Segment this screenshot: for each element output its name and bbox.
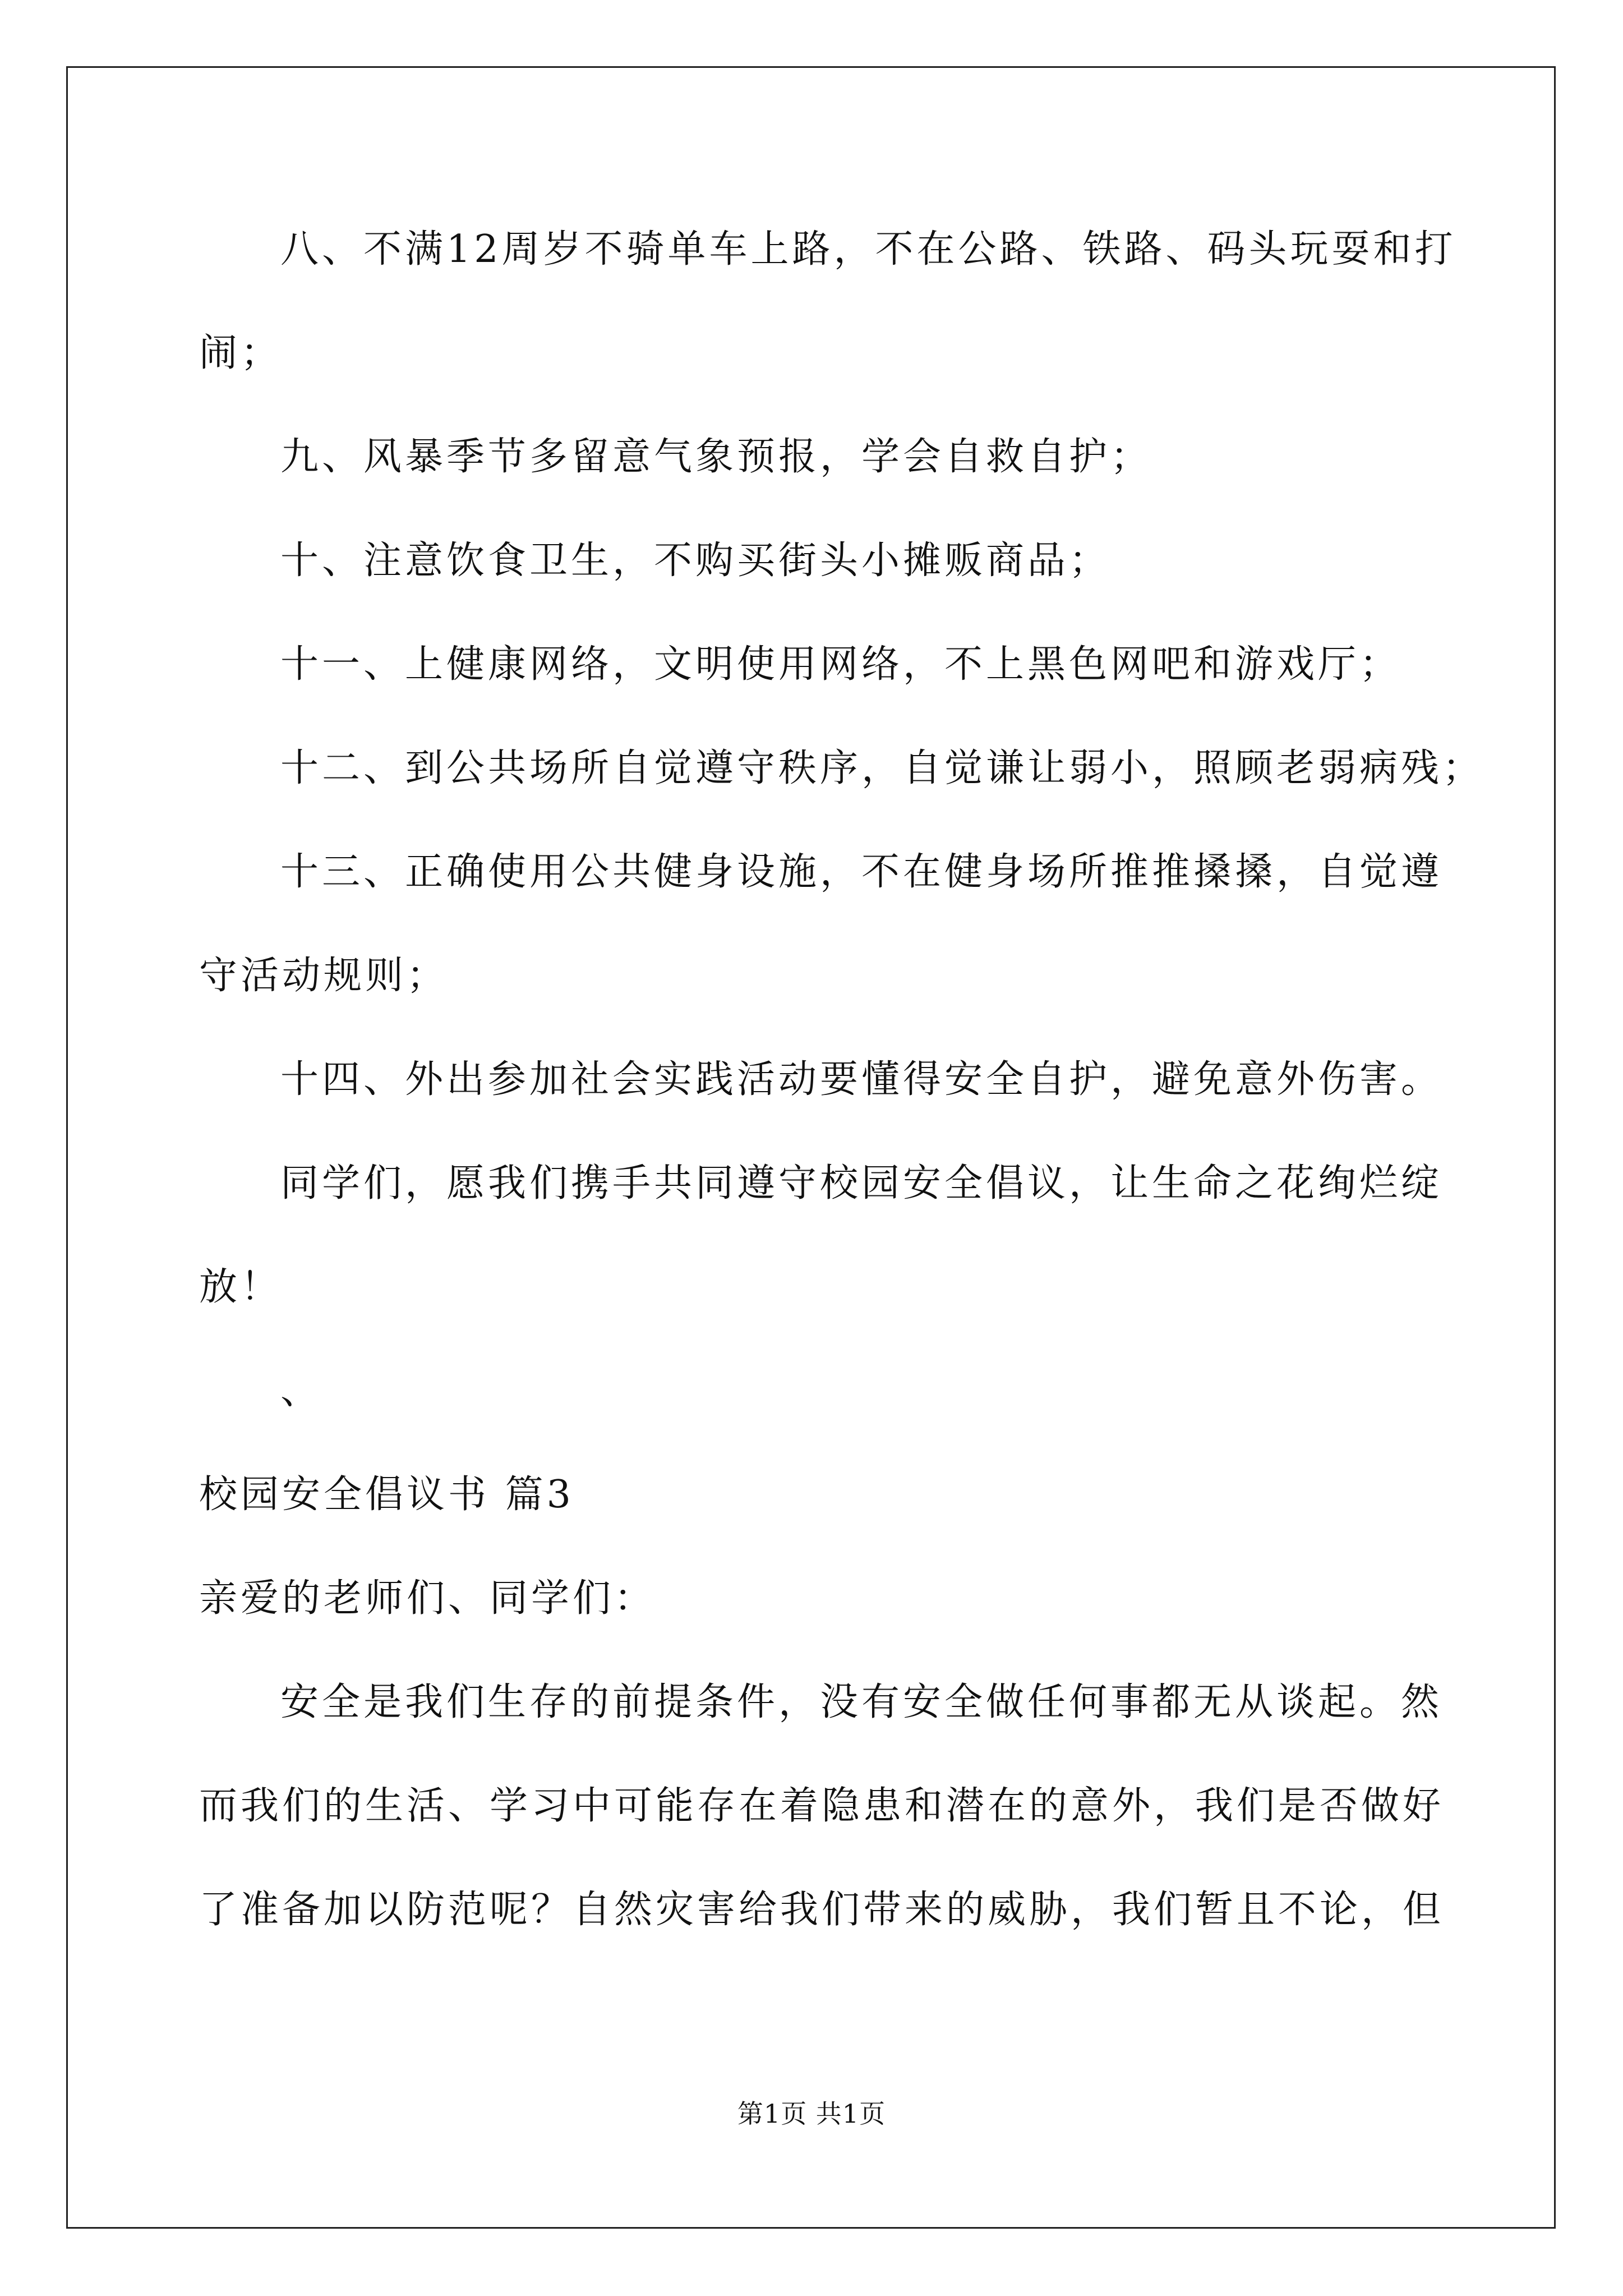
text-line: 放！ [199,1265,283,1309]
text-line: 十四、外出参加社会实践活动要懂得安全自护，避免意外伤害。 [280,1057,1443,1102]
text-line: 同学们，愿我们携手共同遵守校园安全倡议，让生命之花绚烂绽 [280,1161,1443,1205]
text-line: 了准备加以防范呢？自然灾害给我们带来的威胁，我们暂且不论，但 [199,1888,1445,1932]
text-line: 十、注意饮食卫生，不购买街头小摊贩商品； [280,539,1111,583]
text-line: 、 [280,1369,322,1413]
text-line: 而我们的生活、学习中可能存在着隐患和潜在的意外，我们是否做好 [199,1784,1445,1828]
page-footer: 第1页 共1页 [737,2099,886,2129]
text-line: 安全是我们生存的前提条件，没有安全做任何事都无从谈起。然 [280,1680,1443,1724]
section-heading: 校园安全倡议书 篇3 [199,1473,574,1517]
text-line: 闹； [199,331,283,375]
text-line: 九、风暴季节多留意气象预报，学会自救自护； [280,435,1152,479]
text-line: 十二、到公共场所自觉遵守秩序，自觉谦让弱小，照顾老弱病残； [280,746,1484,790]
text-line: 守活动规则； [199,954,449,998]
text-line: 十三、正确使用公共健身设施，不在健身场所推推搡搡，自觉遵 [280,850,1443,894]
text-line: 十一、上健康网络，文明使用网络，不上黑色网吧和游戏厅； [280,642,1401,687]
text-line: 八、不满12周岁不骑单车上路，不在公路、铁路、码头玩耍和打 [280,227,1456,272]
salutation: 亲爱的老师们、同学们： [199,1576,656,1621]
